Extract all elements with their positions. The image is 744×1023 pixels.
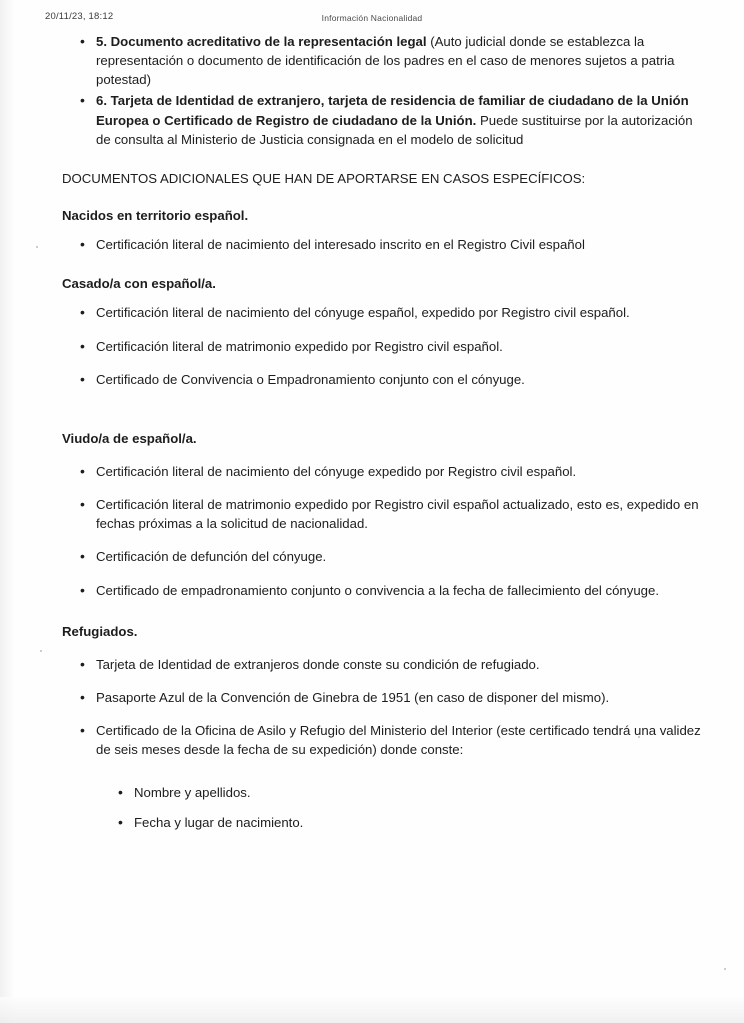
group-list-refugiados xyxy=(72,655,702,760)
list-item xyxy=(72,303,702,322)
list-item-text: Certificado de empadronamiento conjunto o convivencia a la fecha de fallecimiento del cónyuge. xyxy=(96,582,660,598)
list-item-bold-lead: 5. Documento acreditativo de la representación legal xyxy=(96,34,427,49)
refugiados-subitems-list xyxy=(110,783,702,831)
scan-speck xyxy=(36,246,38,248)
list-item xyxy=(72,581,702,600)
scan-speck xyxy=(724,968,726,970)
group-heading-nacidos: Nacidos en territorio español. xyxy=(62,207,249,223)
list-item-text: Fecha y lugar de nacimiento. xyxy=(134,814,304,830)
group-list-nacidos xyxy=(72,235,702,254)
list-item-text: Certificación literal de nacimiento del cónyuge expedido por Registro civil español. xyxy=(96,463,577,479)
scan-speck xyxy=(40,650,42,652)
group-list-viudo xyxy=(72,462,702,600)
scan-edge-left xyxy=(0,0,14,1023)
list-item xyxy=(72,655,702,674)
list-item-text: Certificación de defunción del cónyuge. xyxy=(96,549,327,565)
list-item-text: Certificación literal de nacimiento del interesado inscrito en el Registro Civil español xyxy=(96,237,585,253)
list-item-text: Certificado de Convivencia o Empadronamiento conjunto con el cónyuge. xyxy=(96,371,525,387)
group-heading-casado: Casado/a con español/a. xyxy=(62,276,216,292)
list-item xyxy=(72,462,702,481)
list-item xyxy=(72,235,702,254)
list-item-text: Puede sustituirse por la autorización de consulta al Ministerio de Justicia consignada en el modelo de solicitud xyxy=(96,112,693,147)
list-item-text: Nombre y apellidos. xyxy=(134,785,251,801)
list-item xyxy=(72,91,702,148)
list-item-text: Certificación literal de nacimiento del cónyuge español, expedido por Registro civil español. xyxy=(96,305,630,321)
section-title: DOCUMENTOS ADICIONALES QUE HAN DE APORTARSE EN CASOS ESPECÍFICOS: xyxy=(62,170,586,186)
list-item xyxy=(72,370,702,389)
list-item xyxy=(72,495,702,533)
header-date: 20/11/23, 18:12 xyxy=(45,11,114,22)
list-item-text: Certificado de la Oficina de Asilo y Refugio del Ministerio del Interior (este certificado tendrá una validez de seis meses desde la fecha de su expedición) donde conste: xyxy=(96,723,701,758)
list-item-text: Certificación literal de matrimonio expedido por Registro civil español actualizado, esto es, expedido en fechas próximas a la solicitud de nacionalidad. xyxy=(96,497,699,532)
group-heading-viudo: Viudo/a de español/a. xyxy=(62,430,197,446)
list-item xyxy=(72,547,702,566)
list-item xyxy=(72,688,702,707)
document-body xyxy=(62,32,702,842)
list-item-text: Pasaporte Azul de la Convención de Ginebra de 1951 (en caso de disponer del mismo). xyxy=(96,689,610,705)
list-item-text: Certificación literal de matrimonio expedido por Registro civil español. xyxy=(96,338,503,354)
group-list-casado xyxy=(72,303,702,388)
list-item-bold-lead: 6. Tarjeta de Identidad de extranjero, tarjeta de residencia de familiar de ciudadano de la Unión Europea o Certificado de Registro de ciudadano de la Unión. xyxy=(96,93,689,128)
scan-edge-bottom xyxy=(0,997,744,1023)
group-heading-refugiados: Refugiados. xyxy=(62,623,138,639)
list-item xyxy=(110,783,702,802)
list-item xyxy=(72,721,702,759)
list-item xyxy=(72,337,702,356)
top-requirements-list xyxy=(72,32,702,149)
header-title: Información Nacionalidad xyxy=(321,13,423,23)
list-item-text: Tarjeta de Identidad de extranjeros donde conste su condición de refugiado. xyxy=(96,656,540,672)
list-item xyxy=(72,32,702,89)
list-item xyxy=(110,813,702,832)
list-item-text: (Auto judicial donde se establezca la representación o documento de identificación de los padres en el caso de menores sujetos a patria potestad) xyxy=(96,34,675,88)
